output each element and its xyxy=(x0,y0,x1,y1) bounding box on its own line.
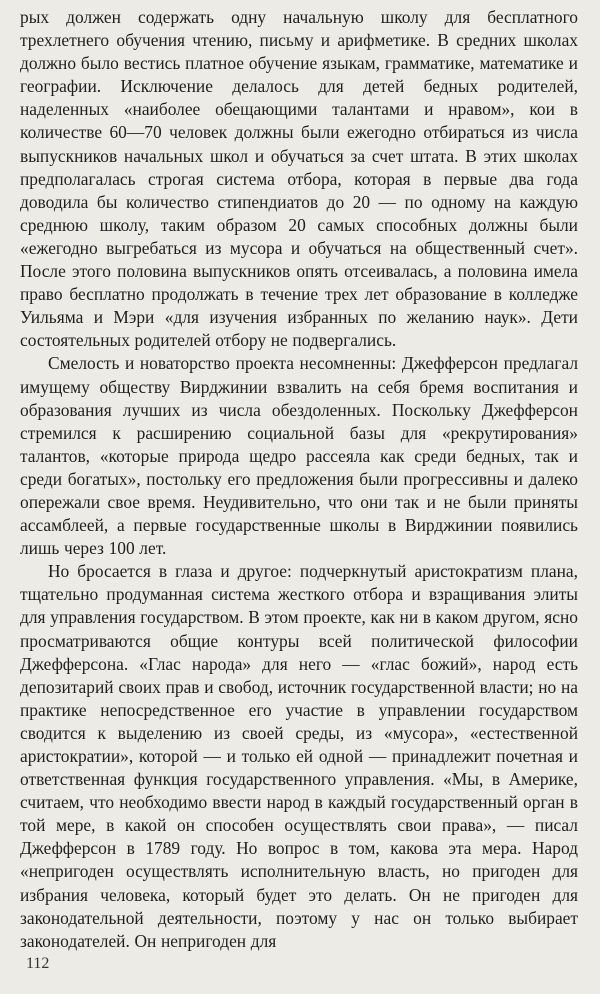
page-text xyxy=(20,6,578,953)
page-number: 112 xyxy=(26,955,50,972)
paragraph: Но бросается в глаза и другое: подчеркнутый аристократизм плана, тщательно продуманная система жесткого отбора и взращивания элиты для управления государством. В этом проекте, как ни в каком другом, ясно просматриваются общие контуры всей политической философии Джефферсона. «Глас народа» для него — «глас божий», народ есть депозитарий своих прав и свобод, источник государственной власти; но на практике непосредственное его участие в управлении государством сводится к выделению из своей среды, из «мусора», «естественной аристократии», которой — и только ей одной — принадлежит почетная и ответственная функция государственного управления. «Мы, в Америке, считаем, что необходимо ввести народ в каждый государственный орган в той мере, в какой он способен осуществлять свои права», — писал Джефферсон в 1789 году. Но вопрос в том, какова эта мера. Народ «непригоден осуществлять исполнительную власть, но пригоден для избрания человека, который будет это делать. Он не пригоден для законодательной деятельности, поэтому у нас он только выбирает законодателей. Он непригоден для xyxy=(20,561,578,951)
paragraph: Смелость и новаторство проекта несомненны: Джефферсон предлагал имущему обществу Вирджинии взвалить на себя бремя воспитания и образования лучших из числа обездоленных. Поскольку Джефферсон стремился к расширению социальной базы для «рекрутирования» талантов, «которые природа щедро рассеяла как среди бедных, так и среди богатых», постольку его предложения были прогрессивны и далеко опережали свое время. Неудивительно, что они так и не были приняты ассамблеей, а первые государственные школы в Вирджинии появились лишь через 100 лет. xyxy=(20,353,578,559)
paragraph-continuation: рых должен содержать одну начальную школу для бесплатного трехлетнего обучения чтению, письму и арифметике. В средних школах должно было вестись платное обучение языкам, грамматике, математике и географии. Исключение делалось для детей бедных родителей, наделенных «наиболее обещающими талантами и нравом», кои в количестве 60—70 человек должны были ежегодно отбираться из числа выпускников начальных школ и обучаться за счет штата. В этих школах предполагалась строгая система отбора, которая в первые два года доводила бы количество стипендиатов до 20 — по одному на каждую среднюю школу, таким образом 20 самых способных должны были «ежегодно выгребаться из мусора и обучаться на общественный счет». После этого половина выпускников опять отсеивалась, а половина имела право бесплатно продолжать в течение трех лет образование в колледже Уильяма и Мэри «для изучения избранных по желанию наук». Дети состоятельных родителей отбору не подвергались. xyxy=(20,7,578,351)
